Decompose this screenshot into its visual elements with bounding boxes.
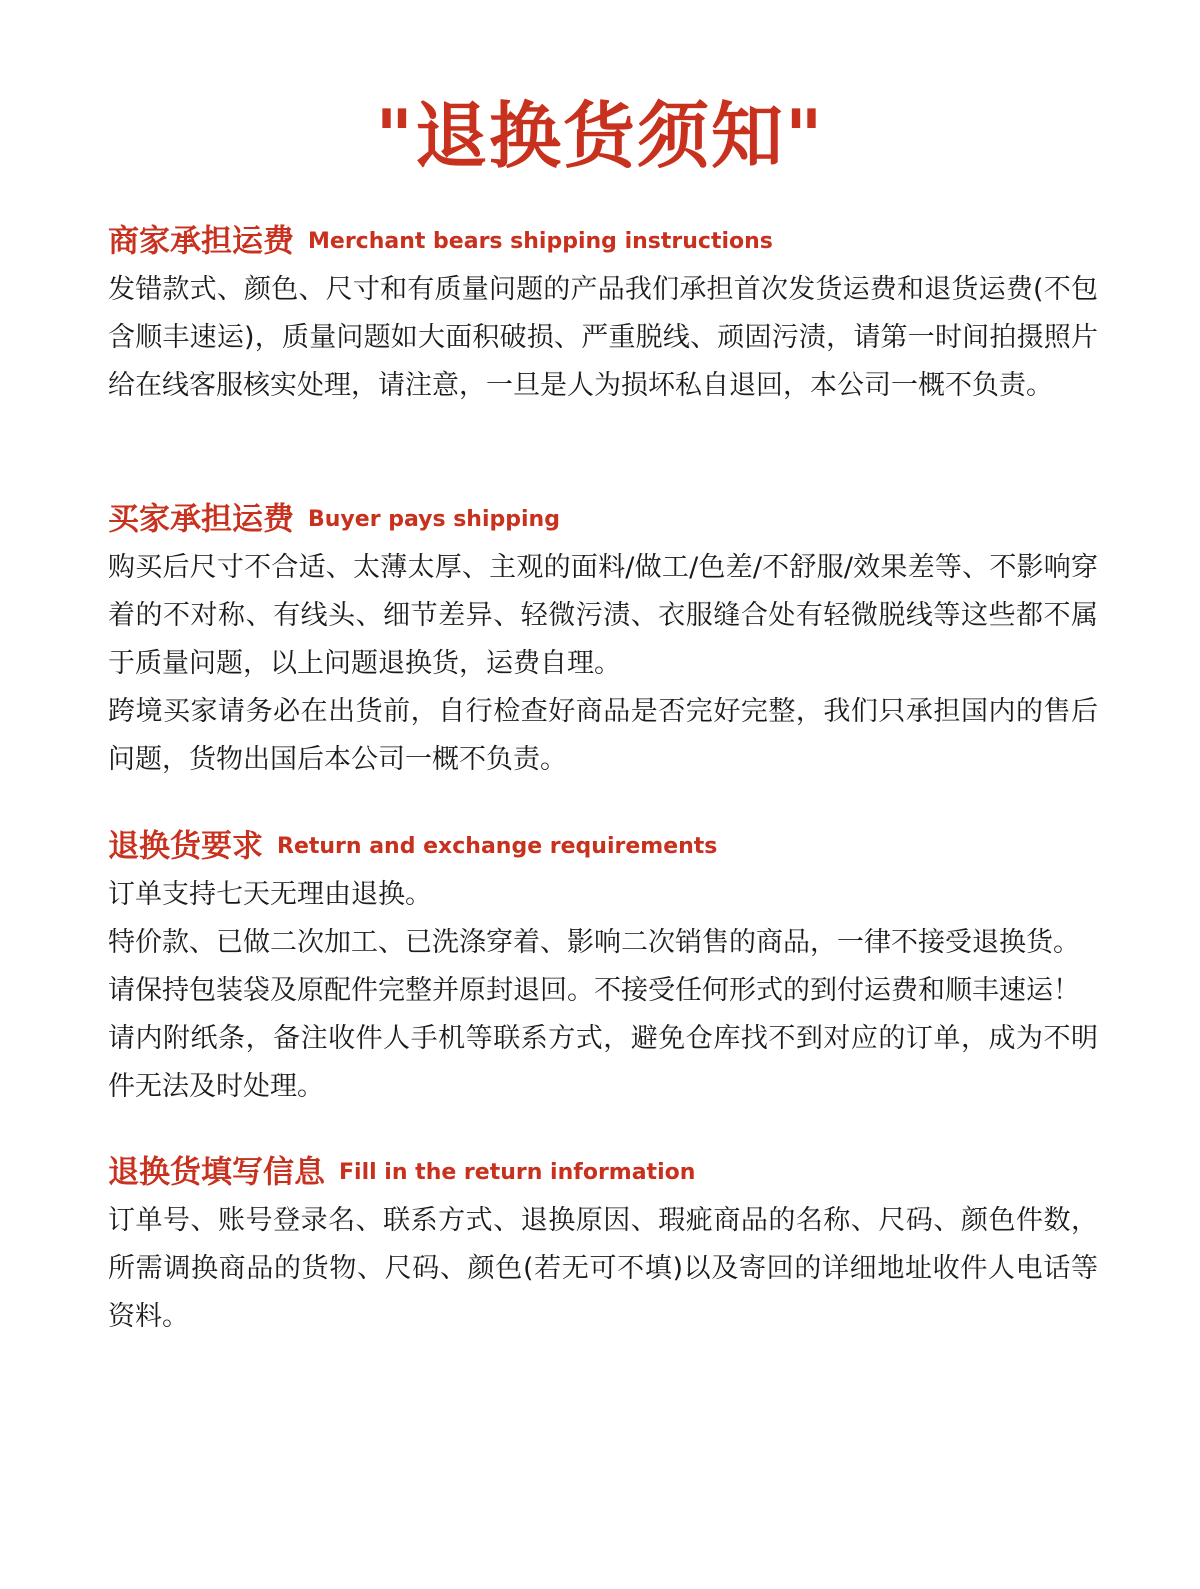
section-merchant-pays [108,216,1098,410]
section-paragraph: 跨境买家请务必在出货前，自行检查好商品是否完好完整，我们只承担国内的售后问题，货物出国后本公司一概不负责。 [108,696,1098,775]
section-heading-cn: 退换货填写信息 [108,1154,325,1191]
section-heading-cn: 退换货要求 [108,828,263,865]
page-title: "退换货须知" [375,94,825,178]
section-heading-en: Fill in the return information [339,1159,696,1185]
section-heading-en: Buyer pays shipping [308,506,560,532]
section-heading-en: Return and exchange requirements [277,833,718,859]
section-heading [108,494,1098,544]
section-heading [108,821,1098,871]
section-paragraph: 发错款式、颜色、尺寸和有质量问题的产品我们承担首次发货运费和退货运费(不包含顺丰速运)，质量问题如大面积破损、严重脱线、顽固污渍，请第一时间拍摄照片给在线客服核实处理，请注意，一旦是人为损坏私自退回，本公司一概不负责。 [108,274,1098,401]
section-heading-cn: 买家承担运费 [108,501,294,538]
section-paragraph: 请保持包装袋及原配件完整并原封退回。不接受任何形式的到付运费和顺丰速运！ [108,975,1080,1006]
section-return-requirements [108,821,1098,1111]
section-paragraph: 特价款、已做二次加工、已洗涤穿着、影响二次销售的商品，一律不接受退换货。 [108,927,1080,958]
section-heading [108,1147,1098,1197]
section-buyer-pays [108,494,1098,784]
section-heading-cn: 商家承担运费 [108,223,294,260]
section-heading [108,216,1098,266]
section-paragraph: 购买后尺寸不合适、太薄太厚、主观的面料/做工/色差/不舒服/效果差等、不影响穿着的不对称、有线头、细节差异、轻微污渍、衣服缝合处有轻微脱线等这些都不属于质量问题，以上问题退换货，运费自理。 [108,552,1098,679]
section-heading-en: Merchant bears shipping instructions [308,228,773,254]
section-return-info [108,1147,1098,1341]
section-paragraph: 请内附纸条，备注收件人手机等联系方式，避免仓库找不到对应的订单，成为不明件无法及时处理。 [108,1023,1098,1102]
section-paragraph: 订单支持七天无理由退换。 [108,879,432,910]
section-paragraph: 订单号、账号登录名、联系方式、退换原因、瑕疵商品的名称、尺码、颜色件数，所需调换商品的货物、尺码、颜色(若无可不填)以及寄回的详细地址收件人电话等资料。 [108,1205,1098,1332]
